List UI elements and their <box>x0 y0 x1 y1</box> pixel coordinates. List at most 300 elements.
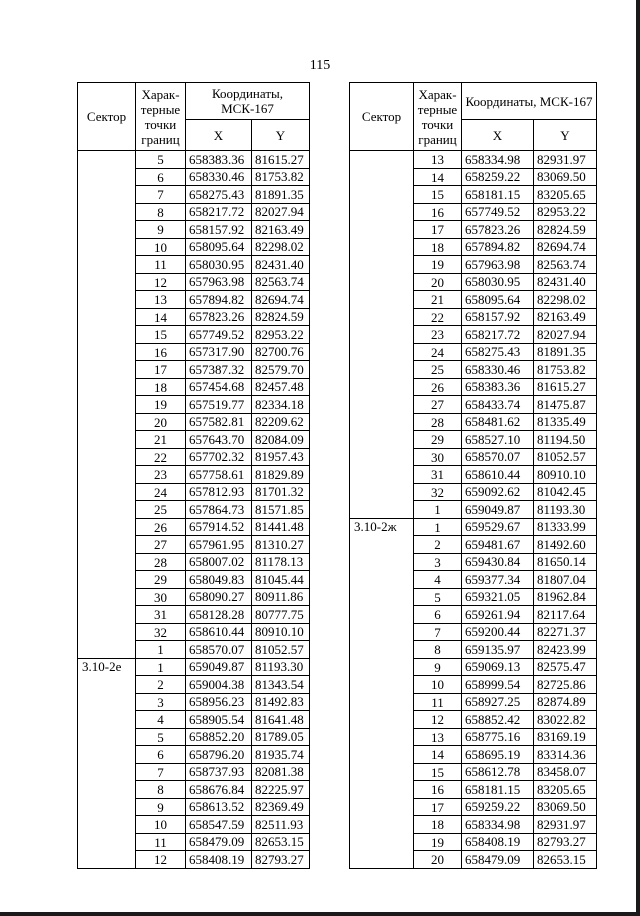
y-coordinate-cell: 81571.85 <box>252 501 310 519</box>
table-body <box>350 151 597 869</box>
y-coordinate-cell: 82874.89 <box>534 693 597 711</box>
sector-cell <box>78 693 136 711</box>
x-coordinate-cell: 657749.52 <box>186 326 252 344</box>
table-row <box>78 396 310 414</box>
coordinates-table-left <box>77 82 310 869</box>
y-coordinate-cell: 82931.97 <box>534 151 597 169</box>
x-coordinate-cell: 658090.27 <box>186 588 252 606</box>
sector-cell <box>78 536 136 554</box>
point-number-cell: 14 <box>414 746 462 764</box>
sector-cell <box>78 448 136 466</box>
table-row <box>350 308 597 326</box>
y-coordinate-cell: 81753.82 <box>252 168 310 186</box>
point-number-cell: 20 <box>136 413 186 431</box>
sector-cell <box>78 203 136 221</box>
y-coordinate-cell: 81441.48 <box>252 518 310 536</box>
point-number-cell: 6 <box>136 168 186 186</box>
table-row <box>350 781 597 799</box>
table-row <box>78 553 310 571</box>
sector-cell <box>350 221 414 239</box>
y-coordinate-cell: 81615.27 <box>534 378 597 396</box>
sector-cell <box>350 203 414 221</box>
point-number-cell: 7 <box>136 763 186 781</box>
x-coordinate-cell: 658956.23 <box>186 693 252 711</box>
point-number-cell: 24 <box>414 343 462 361</box>
y-coordinate-cell: 81957.43 <box>252 448 310 466</box>
sector-cell <box>350 448 414 466</box>
x-coordinate-cell: 658852.20 <box>186 728 252 746</box>
point-number-cell: 16 <box>136 343 186 361</box>
point-number-cell: 3 <box>414 553 462 571</box>
point-number-cell: 11 <box>414 693 462 711</box>
point-number-cell: 8 <box>414 641 462 659</box>
x-coordinate-cell: 658095.64 <box>186 238 252 256</box>
y-coordinate-cell: 81641.48 <box>252 711 310 729</box>
x-coordinate-cell: 658433.74 <box>462 396 534 414</box>
coords-header-text: Координаты, МСК-167 <box>212 86 283 116</box>
y-coordinate-cell: 81335.49 <box>534 413 597 431</box>
table-row <box>350 256 597 274</box>
point-number-cell: 18 <box>414 816 462 834</box>
table-row <box>78 728 310 746</box>
point-number-cell: 7 <box>136 186 186 204</box>
y-coordinate-cell: 83022.82 <box>534 711 597 729</box>
table-row <box>350 693 597 711</box>
table-row <box>78 571 310 589</box>
point-number-cell: 21 <box>414 291 462 309</box>
sector-cell <box>78 571 136 589</box>
sector-cell <box>350 431 414 449</box>
table-row <box>78 326 310 344</box>
table-row <box>78 501 310 519</box>
sector-cell <box>78 711 136 729</box>
x-coordinate-cell: 657582.81 <box>186 413 252 431</box>
sector-cell <box>78 798 136 816</box>
sector-cell <box>78 431 136 449</box>
y-coordinate-cell: 82653.15 <box>534 851 597 869</box>
table-row <box>78 291 310 309</box>
x-coordinate-cell: 658275.43 <box>462 343 534 361</box>
table-row <box>78 466 310 484</box>
points-header-text: Харак-терные точки границ <box>140 86 181 147</box>
point-number-cell: 28 <box>136 553 186 571</box>
point-number-cell: 14 <box>136 308 186 326</box>
sector-cell <box>350 711 414 729</box>
point-number-cell: 8 <box>136 203 186 221</box>
page-edge <box>0 912 640 916</box>
y-coordinate-cell: 82953.22 <box>534 203 597 221</box>
y-coordinate-cell: 82081.38 <box>252 763 310 781</box>
sector-cell <box>350 798 414 816</box>
x-coordinate-cell: 657961.95 <box>186 536 252 554</box>
table-row <box>78 378 310 396</box>
x-coordinate-cell: 657643.70 <box>186 431 252 449</box>
y-coordinate-cell: 81962.84 <box>534 588 597 606</box>
y-coordinate-cell: 81650.14 <box>534 553 597 571</box>
y-header: Y <box>534 120 597 151</box>
x-coordinate-cell: 658852.42 <box>462 711 534 729</box>
sector-cell <box>350 168 414 186</box>
x-coordinate-cell: 658695.19 <box>462 746 534 764</box>
y-coordinate-cell: 81615.27 <box>252 151 310 169</box>
sector-cell <box>78 343 136 361</box>
table-row <box>78 641 310 659</box>
y-coordinate-cell: 82271.37 <box>534 623 597 641</box>
y-coordinate-cell: 81045.44 <box>252 571 310 589</box>
table-row <box>78 711 310 729</box>
table-row <box>350 536 597 554</box>
x-coordinate-cell: 657702.32 <box>186 448 252 466</box>
y-coordinate-cell: 81891.35 <box>534 343 597 361</box>
sector-cell <box>78 168 136 186</box>
point-number-cell: 22 <box>414 308 462 326</box>
point-number-cell: 1 <box>414 501 462 519</box>
point-number-cell: 28 <box>414 413 462 431</box>
y-coordinate-cell: 82084.09 <box>252 431 310 449</box>
sector-cell <box>78 501 136 519</box>
x-coordinate-cell: 658383.36 <box>186 151 252 169</box>
point-number-cell: 12 <box>136 273 186 291</box>
x-coordinate-cell: 659135.97 <box>462 641 534 659</box>
sector-cell <box>350 396 414 414</box>
x-coordinate-cell: 659004.38 <box>186 676 252 694</box>
x-coordinate-cell: 659481.67 <box>462 536 534 554</box>
table-row <box>350 413 597 431</box>
point-number-cell: 19 <box>136 396 186 414</box>
table-row <box>350 343 597 361</box>
table-row <box>350 448 597 466</box>
sector-cell <box>350 273 414 291</box>
y-coordinate-cell: 82163.49 <box>534 308 597 326</box>
point-number-cell: 12 <box>414 711 462 729</box>
sector-cell <box>350 693 414 711</box>
coords-header <box>462 83 597 120</box>
point-number-cell: 25 <box>136 501 186 519</box>
table-row <box>350 168 597 186</box>
x-coordinate-cell: 658128.28 <box>186 606 252 624</box>
x-coordinate-cell: 658927.25 <box>462 693 534 711</box>
table-row <box>78 606 310 624</box>
point-number-cell: 16 <box>414 203 462 221</box>
x-coordinate-cell: 658157.92 <box>186 221 252 239</box>
y-coordinate-cell: 80910.10 <box>252 623 310 641</box>
point-number-cell: 9 <box>414 658 462 676</box>
table-row <box>350 483 597 501</box>
y-coordinate-cell: 83169.19 <box>534 728 597 746</box>
table-row <box>350 151 597 169</box>
point-number-cell: 10 <box>414 676 462 694</box>
x-coordinate-cell: 658408.19 <box>462 833 534 851</box>
y-coordinate-cell: 82700.76 <box>252 343 310 361</box>
sector-cell <box>350 238 414 256</box>
table-row <box>350 273 597 291</box>
sector-cell <box>78 238 136 256</box>
sector-cell <box>350 623 414 641</box>
x-coordinate-cell: 658049.83 <box>186 571 252 589</box>
x-coordinate-cell: 657823.26 <box>462 221 534 239</box>
x-coordinate-cell: 658610.44 <box>186 623 252 641</box>
sector-cell <box>78 518 136 536</box>
table-row <box>78 623 310 641</box>
x-coordinate-cell: 659049.87 <box>462 501 534 519</box>
x-coordinate-cell: 659092.62 <box>462 483 534 501</box>
y-coordinate-cell: 81475.87 <box>534 396 597 414</box>
point-number-cell: 14 <box>414 168 462 186</box>
x-coordinate-cell: 658612.78 <box>462 763 534 781</box>
sector-cell <box>350 746 414 764</box>
table-row <box>78 676 310 694</box>
point-number-cell: 2 <box>414 536 462 554</box>
y-coordinate-cell: 82163.49 <box>252 221 310 239</box>
sector-cell <box>350 536 414 554</box>
y-header: Y <box>252 120 310 151</box>
table-row <box>350 746 597 764</box>
sector-cell <box>78 746 136 764</box>
table-row <box>350 238 597 256</box>
x-coordinate-cell: 658570.07 <box>186 641 252 659</box>
point-number-cell: 3 <box>136 693 186 711</box>
x-header: X <box>462 120 534 151</box>
x-coordinate-cell: 657758.61 <box>186 466 252 484</box>
y-coordinate-cell: 81935.74 <box>252 746 310 764</box>
y-coordinate-cell: 83069.50 <box>534 168 597 186</box>
sector-cell <box>350 413 414 431</box>
sector-cell <box>350 641 414 659</box>
table-row <box>78 256 310 274</box>
y-coordinate-cell: 83458.07 <box>534 763 597 781</box>
x-coordinate-cell: 659529.67 <box>462 518 534 536</box>
table-row <box>350 553 597 571</box>
point-number-cell: 13 <box>414 728 462 746</box>
table-row <box>78 238 310 256</box>
sector-cell <box>78 396 136 414</box>
x-coordinate-cell: 657749.52 <box>462 203 534 221</box>
sector-cell <box>350 326 414 344</box>
y-coordinate-cell: 82931.97 <box>534 816 597 834</box>
sector-cell <box>78 728 136 746</box>
sector-cell <box>78 623 136 641</box>
point-number-cell: 1 <box>136 658 186 676</box>
point-number-cell: 18 <box>414 238 462 256</box>
sector-cell <box>350 781 414 799</box>
y-coordinate-cell: 82575.47 <box>534 658 597 676</box>
sector-cell <box>78 361 136 379</box>
table-body <box>78 151 310 869</box>
sector-cell <box>78 221 136 239</box>
y-coordinate-cell: 82225.97 <box>252 781 310 799</box>
table-row <box>78 151 310 169</box>
point-number-cell: 11 <box>136 256 186 274</box>
y-coordinate-cell: 83205.65 <box>534 781 597 799</box>
x-coordinate-cell: 658905.54 <box>186 711 252 729</box>
table-row <box>350 221 597 239</box>
table-row <box>350 676 597 694</box>
sector-cell: 3.10-2е <box>78 658 136 676</box>
sector-cell <box>78 483 136 501</box>
y-coordinate-cell: 82793.27 <box>534 833 597 851</box>
point-number-cell: 9 <box>136 221 186 239</box>
sector-cell <box>78 816 136 834</box>
table-row <box>78 273 310 291</box>
points-header <box>136 83 186 151</box>
x-coordinate-cell: 657317.90 <box>186 343 252 361</box>
y-coordinate-cell: 83069.50 <box>534 798 597 816</box>
x-coordinate-cell: 658334.98 <box>462 151 534 169</box>
x-coordinate-cell: 658217.72 <box>462 326 534 344</box>
table-row <box>78 536 310 554</box>
sector-cell <box>78 781 136 799</box>
table-row <box>78 203 310 221</box>
x-coordinate-cell: 659261.94 <box>462 606 534 624</box>
y-coordinate-cell: 82694.74 <box>252 291 310 309</box>
x-coordinate-cell: 657894.82 <box>462 238 534 256</box>
point-number-cell: 17 <box>414 221 462 239</box>
y-coordinate-cell: 82694.74 <box>534 238 597 256</box>
table-row <box>78 763 310 781</box>
x-coordinate-cell: 659259.22 <box>462 798 534 816</box>
y-coordinate-cell: 82027.94 <box>252 203 310 221</box>
table-row <box>350 763 597 781</box>
y-coordinate-cell: 82953.22 <box>252 326 310 344</box>
table-row <box>78 168 310 186</box>
sector-cell <box>350 833 414 851</box>
point-number-cell: 15 <box>136 326 186 344</box>
point-number-cell: 31 <box>136 606 186 624</box>
x-coordinate-cell: 658676.84 <box>186 781 252 799</box>
point-number-cell: 8 <box>136 781 186 799</box>
point-number-cell: 16 <box>414 781 462 799</box>
x-coordinate-cell: 658479.09 <box>186 833 252 851</box>
sector-cell <box>78 308 136 326</box>
table-row <box>350 728 597 746</box>
y-coordinate-cell: 81178.13 <box>252 553 310 571</box>
point-number-cell: 5 <box>136 151 186 169</box>
y-coordinate-cell: 82298.02 <box>252 238 310 256</box>
x-coordinate-cell: 659321.05 <box>462 588 534 606</box>
x-coordinate-cell: 658007.02 <box>186 553 252 571</box>
sector-cell <box>350 291 414 309</box>
point-number-cell: 32 <box>414 483 462 501</box>
point-number-cell: 13 <box>414 151 462 169</box>
y-coordinate-cell: 81789.05 <box>252 728 310 746</box>
point-number-cell: 26 <box>136 518 186 536</box>
x-coordinate-cell: 658383.36 <box>462 378 534 396</box>
points-header-text: Харак-терные точки границ <box>417 86 458 147</box>
y-coordinate-cell: 82824.59 <box>252 308 310 326</box>
table-row <box>78 693 310 711</box>
table-row <box>350 518 597 536</box>
sector-header: Сектор <box>350 83 414 151</box>
sector-cell <box>350 501 414 519</box>
x-coordinate-cell: 657812.93 <box>186 483 252 501</box>
y-coordinate-cell: 81052.57 <box>534 448 597 466</box>
table-row <box>78 518 310 536</box>
sector-cell <box>350 816 414 834</box>
point-number-cell: 23 <box>414 326 462 344</box>
point-number-cell: 21 <box>136 431 186 449</box>
x-coordinate-cell: 657864.73 <box>186 501 252 519</box>
coords-header <box>186 83 310 120</box>
sector-cell <box>350 308 414 326</box>
table-row <box>78 833 310 851</box>
point-number-cell: 18 <box>136 378 186 396</box>
y-coordinate-cell: 82725.86 <box>534 676 597 694</box>
y-coordinate-cell: 80911.86 <box>252 588 310 606</box>
x-coordinate-cell: 658217.72 <box>186 203 252 221</box>
point-number-cell: 15 <box>414 186 462 204</box>
table-row <box>350 501 597 519</box>
y-coordinate-cell: 81194.50 <box>534 431 597 449</box>
table-row <box>78 483 310 501</box>
sector-cell <box>350 676 414 694</box>
y-coordinate-cell: 82563.74 <box>252 273 310 291</box>
x-coordinate-cell: 658610.44 <box>462 466 534 484</box>
y-coordinate-cell: 81891.35 <box>252 186 310 204</box>
table-row <box>350 291 597 309</box>
table-row <box>78 781 310 799</box>
sector-cell <box>78 466 136 484</box>
x-coordinate-cell: 657963.98 <box>186 273 252 291</box>
point-number-cell: 15 <box>414 763 462 781</box>
point-number-cell: 6 <box>414 606 462 624</box>
y-coordinate-cell: 80777.75 <box>252 606 310 624</box>
x-coordinate-cell: 658479.09 <box>462 851 534 869</box>
table-row <box>350 571 597 589</box>
table-row <box>350 641 597 659</box>
point-number-cell: 6 <box>136 746 186 764</box>
point-number-cell: 10 <box>136 816 186 834</box>
sector-cell <box>350 728 414 746</box>
x-coordinate-cell: 658527.10 <box>462 431 534 449</box>
table-row <box>350 588 597 606</box>
x-coordinate-cell: 658259.22 <box>462 168 534 186</box>
sector-cell <box>350 763 414 781</box>
sector-cell <box>350 186 414 204</box>
table-row <box>78 308 310 326</box>
sector-cell <box>350 361 414 379</box>
sector-cell <box>350 256 414 274</box>
point-number-cell: 5 <box>136 728 186 746</box>
sector-cell <box>350 553 414 571</box>
sector-cell <box>350 606 414 624</box>
y-coordinate-cell: 81343.54 <box>252 676 310 694</box>
y-coordinate-cell: 82369.49 <box>252 798 310 816</box>
x-coordinate-cell: 659200.44 <box>462 623 534 641</box>
y-coordinate-cell: 83205.65 <box>534 186 597 204</box>
table-row <box>350 378 597 396</box>
table-row <box>78 186 310 204</box>
sector-header: Сектор <box>78 83 136 151</box>
table-row <box>350 396 597 414</box>
point-number-cell: 20 <box>414 851 462 869</box>
table-row <box>350 186 597 204</box>
point-number-cell: 22 <box>136 448 186 466</box>
sector-cell <box>78 763 136 781</box>
table-row <box>78 816 310 834</box>
x-coordinate-cell: 657823.26 <box>186 308 252 326</box>
point-number-cell: 29 <box>414 431 462 449</box>
sector-cell <box>350 343 414 361</box>
x-coordinate-cell: 657963.98 <box>462 256 534 274</box>
y-coordinate-cell: 82209.62 <box>252 413 310 431</box>
table-row <box>78 361 310 379</box>
sector-cell <box>78 588 136 606</box>
x-coordinate-cell: 658330.46 <box>462 361 534 379</box>
y-coordinate-cell: 83314.36 <box>534 746 597 764</box>
x-coordinate-cell: 658181.15 <box>462 186 534 204</box>
point-number-cell: 27 <box>136 536 186 554</box>
points-header <box>414 83 462 151</box>
